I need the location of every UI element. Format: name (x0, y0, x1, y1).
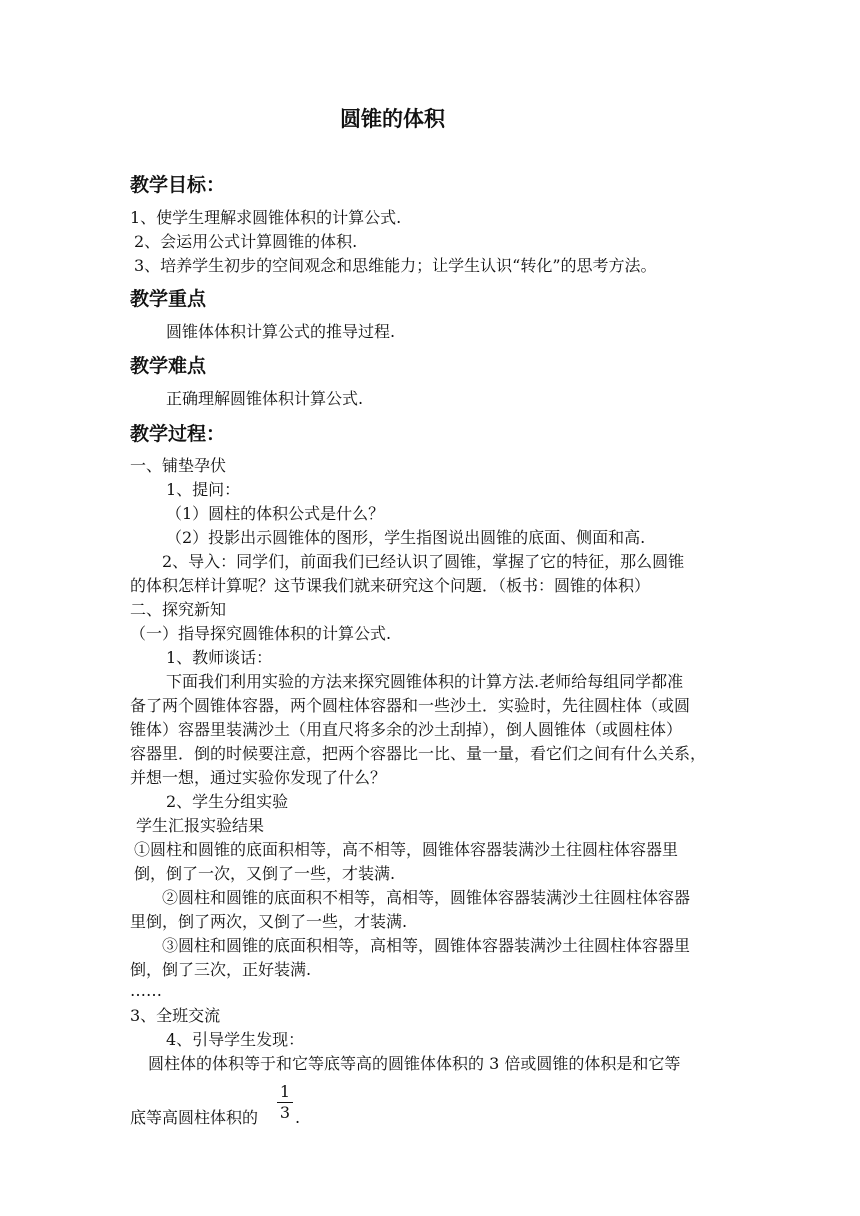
key-points-heading: 教学重点 (130, 288, 207, 310)
process-line: 2、学生分组实验 (166, 792, 289, 811)
process-line: 圆柱体的体积等于和它等底等高的圆锥体体积的 3 倍或圆锥的体积是和它等 (148, 1054, 681, 1073)
process-line: （一）指导探究圆锥体积的计算公式. (130, 624, 392, 643)
process-line: 锥体）容器里装满沙土（用直尺将多余的沙土刮掉），倒人圆锥体（或圆柱体） (130, 720, 683, 739)
process-line: 备了两个圆锥体容器，两个圆柱体容器和一些沙土．实验时，先往圆柱体（或圆 (130, 696, 691, 715)
difficulties-heading: 教学难点 (130, 355, 207, 377)
goal-item: 2、会运用公式计算圆锥的体积. (134, 232, 358, 251)
goal-item: 3、培养学生初步的空间观念和思维能力；让学生认识“转化”的思考方法。 (134, 256, 657, 275)
process-line: ①圆柱和圆锥的底面积相等，高不相等，圆锥体容器装满沙土往圆柱体容器里 (134, 840, 679, 859)
process-line: 底等高圆柱体积的 (130, 1108, 259, 1127)
process-line: 倒，倒了一次，又倒了一些，才装满. (134, 864, 396, 883)
key-points-text: 圆锥体体积计算公式的推导过程. (166, 322, 396, 341)
process-line: 1、提问： (166, 480, 241, 499)
process-line: 1、教师谈话： (166, 648, 273, 667)
process-heading: 教学过程： (130, 423, 226, 445)
process-line: 的体积怎样计算呢？这节课我们就来研究这个问题．（板书：圆锥的体积） (130, 576, 651, 595)
difficulties-text: 正确理解圆锥体积计算公式. (166, 389, 364, 408)
process-line: 并想一想，通过实验你发现了什么？ (130, 768, 387, 787)
process-line: 倒，倒了三次，正好装满. (130, 960, 312, 979)
process-line: 容器里．倒的时候要注意，把两个容器比一比、量一量，看它们之间有什么关系， (130, 744, 707, 763)
goals-heading: 教学目标： (130, 174, 226, 196)
process-line: ②圆柱和圆锥的底面积不相等，高相等，圆锥体容器装满沙土往圆柱体容器 (162, 888, 691, 907)
process-line: ③圆柱和圆锥的底面积相等，高相等，圆锥体容器装满沙土往圆柱体容器里 (162, 936, 691, 955)
process-line: 2、导入：同学们，前面我们已经认识了圆锥，掌握了它的特征，那么圆锥 (162, 552, 685, 571)
process-line: 里倒，倒了两次，又倒了一些，才装满. (130, 912, 408, 931)
process-line: 3、全班交流 (130, 1006, 221, 1025)
process-line: 4、引导学生发现： (166, 1030, 305, 1049)
ellipsis: …… (130, 981, 162, 1000)
process-line: 下面我们利用实验的方法来探究圆锥体积的计算方法.老师给每组同学都准 (166, 672, 684, 691)
page-title: 圆锥的体积 (340, 107, 445, 131)
process-line: 一、铺垫孕伏 (130, 456, 227, 475)
process-line: （1）圆柱的体积公式是什么？ (166, 504, 385, 523)
process-line: 学生汇报实验结果 (136, 816, 265, 835)
fraction-numerator: 1 (279, 1082, 291, 1101)
fraction-one-third (277, 1083, 293, 1122)
fraction-denominator: 3 (279, 1103, 291, 1122)
process-line: 二、探究新知 (130, 600, 227, 619)
sentence-period: . (295, 1108, 301, 1127)
process-line: （2）投影出示圆锥体的图形，学生指图说出圆锥的底面、侧面和高. (166, 528, 646, 547)
goal-item: 1、使学生理解求圆锥体积的计算公式. (130, 208, 402, 227)
